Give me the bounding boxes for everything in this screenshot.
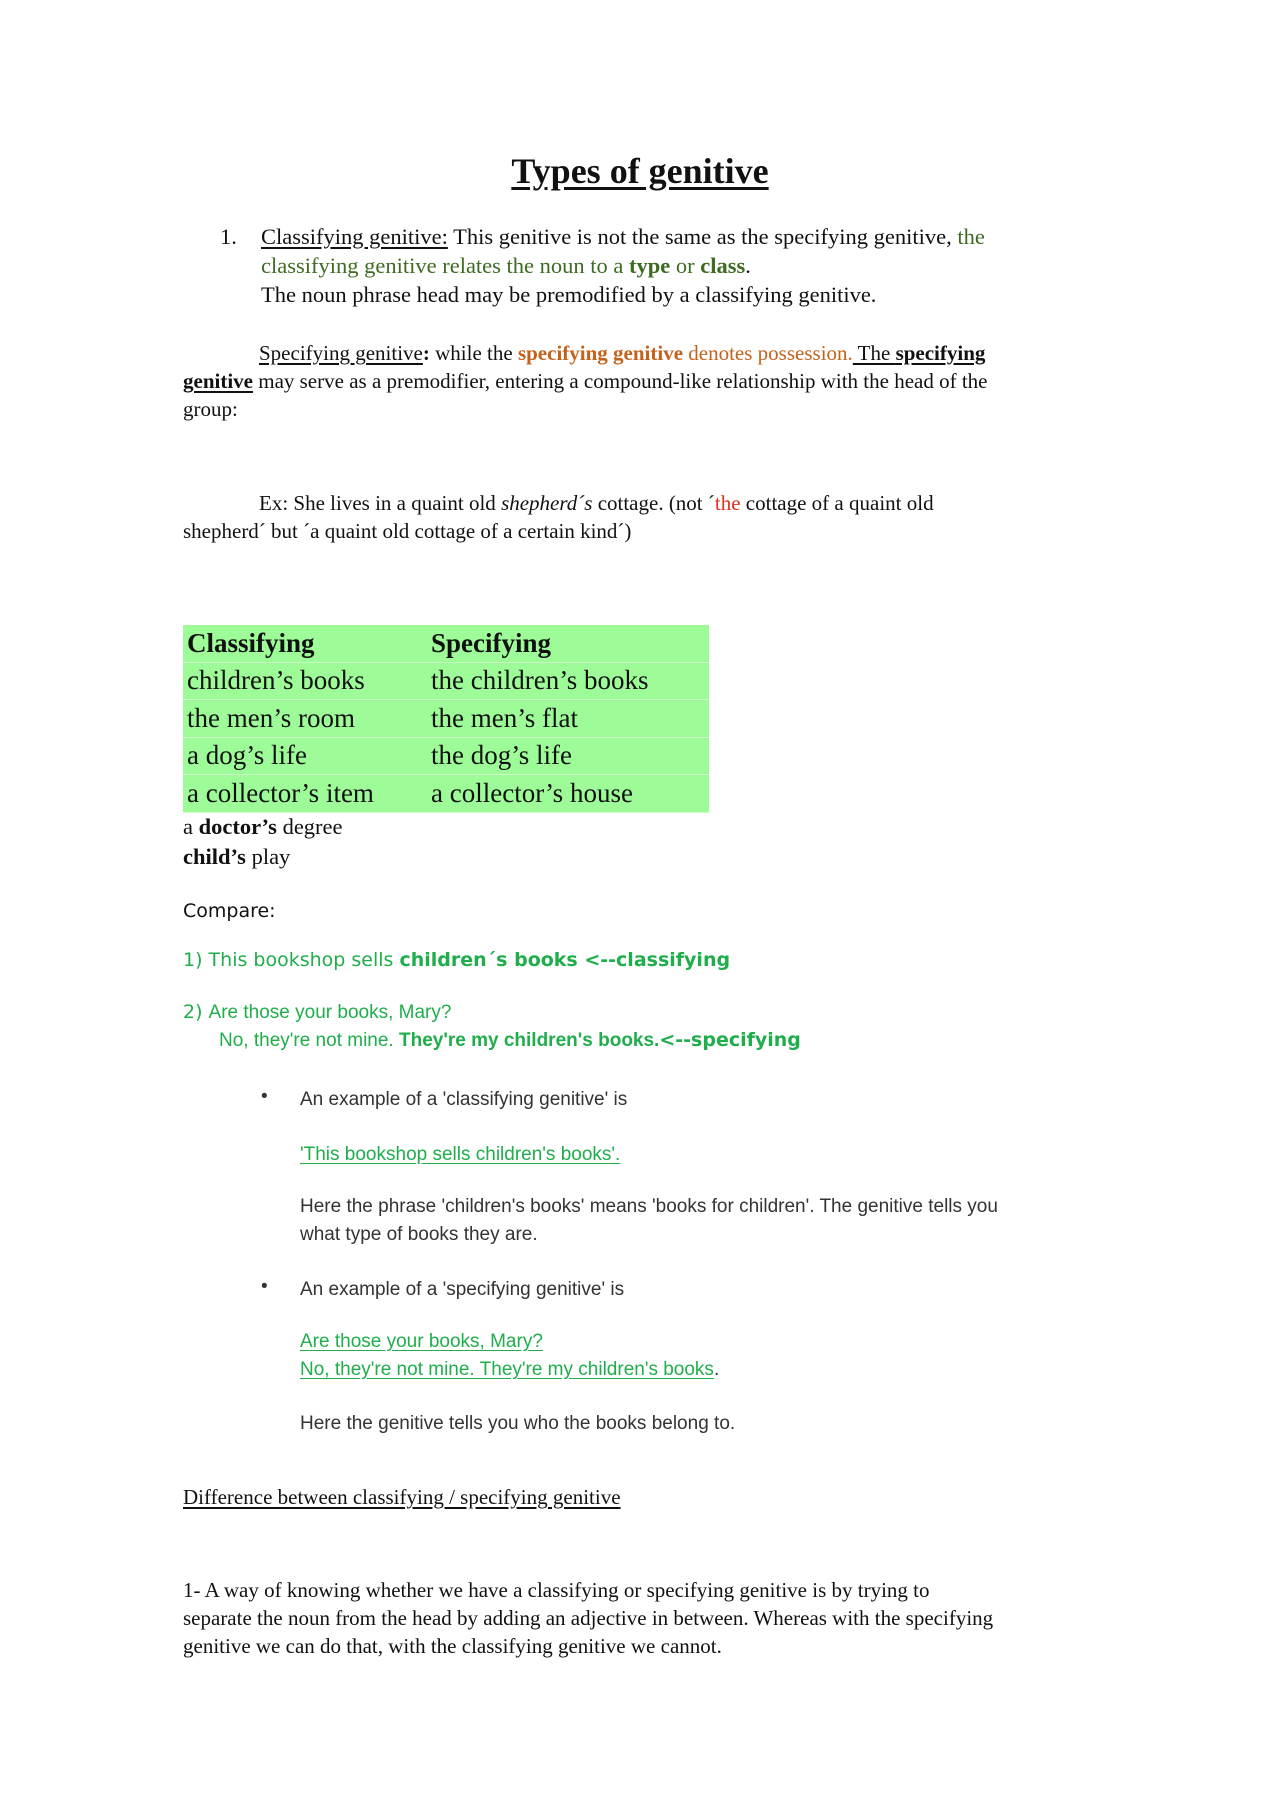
- bullet1-text: An example of a 'classifying genitive' is: [300, 1089, 628, 1110]
- table-cell: the dog’s life: [427, 738, 709, 776]
- table-row: [183, 663, 709, 701]
- type-word: type: [629, 253, 671, 278]
- bullet1-explanation-1: Here the phrase 'children's books' means 'books for children'. The genitive tells you: [300, 1196, 998, 1217]
- extra-a: a: [183, 814, 199, 839]
- item1-green-a: the: [957, 224, 985, 249]
- difference-paragraph-3: genitive we can do that, with the classifying genitive we cannot.: [183, 1634, 722, 1658]
- difference-paragraph-1: 1- A way of knowing whether we have a classifying or specifying genitive is by trying to: [183, 1578, 930, 1602]
- bullet2-example-link-1[interactable]: Are those your books, Mary?: [300, 1331, 543, 1352]
- page-title: Types of genitive: [511, 151, 769, 191]
- bullet2-explanation: Here the genitive tells you who the books belong to.: [300, 1413, 736, 1434]
- table-header-row: [183, 625, 709, 663]
- shepherd-word: shepherd´s: [501, 491, 593, 515]
- classifying-genitive-label: Classifying genitive:: [261, 224, 448, 249]
- difference-paragraph-2: separate the noun from the head by adding an adjective in between. Whereas with the specifying: [183, 1606, 994, 1630]
- difference-heading: Difference between classifying / specifying genitive: [183, 1485, 621, 1509]
- compare-two-num: 2): [183, 1001, 209, 1023]
- table-header-classifying: Classifying: [183, 625, 427, 663]
- specifying-colon: :: [422, 341, 430, 365]
- table-cell: a dog’s life: [183, 738, 427, 776]
- doctors-degree-line: [183, 812, 343, 841]
- class-word: class: [700, 253, 746, 278]
- compare-two-question: Are those your books, Mary?: [208, 1002, 452, 1023]
- genitive-table: [183, 625, 709, 813]
- table-row: [183, 700, 709, 738]
- denotes-possession: denotes possession.: [683, 341, 853, 365]
- specifying-line3: group:: [183, 397, 238, 421]
- example-text-b: cottage of a quaint old: [740, 491, 934, 515]
- table-row: [183, 738, 709, 776]
- bullet-icon: •: [261, 1086, 268, 1107]
- table-cell: children’s books: [183, 663, 427, 701]
- bullet1-explanation-2: what type of books they are.: [300, 1224, 538, 1245]
- compare-two-b: They're my children's books.: [399, 1030, 660, 1051]
- compare-one-a: 1) This bookshop sells: [183, 949, 400, 971]
- table-cell: the men’s room: [183, 700, 427, 738]
- compare-two-line2: [219, 1027, 801, 1054]
- specifying-line1: [259, 339, 985, 367]
- bullet2-example-link-2[interactable]: No, they're not mine. They're my children's books: [300, 1359, 714, 1380]
- specifying-genitive-term: specifying genitive: [517, 341, 684, 365]
- item1-line3: The noun phrase head may be premodified by a classifying genitive.: [261, 282, 877, 307]
- bullet1-example-link[interactable]: 'This bookshop sells children's books'.: [300, 1144, 621, 1165]
- or-word: or: [670, 253, 701, 278]
- table-row: [183, 775, 709, 813]
- compare-one-b: children´s books <--classifying: [399, 949, 731, 971]
- example-line2: shepherd´ but ´a quaint old cottage of a certain kind´): [183, 519, 632, 543]
- item1-green-b: classifying genitive relates the noun to a: [261, 253, 630, 278]
- table-cell: the men’s flat: [427, 700, 709, 738]
- table-cell: a collector’s item: [183, 775, 427, 813]
- example-lead: Ex: She lives in a quaint old: [259, 491, 502, 515]
- specifying-line2: [183, 367, 987, 395]
- specifying-word: specifying: [895, 341, 986, 365]
- item1-line1: [261, 222, 985, 251]
- specifying-text-a: while the: [429, 341, 518, 365]
- extra-c: degree: [276, 814, 343, 839]
- item1-period: .: [745, 253, 751, 278]
- compare-two-line1: [183, 999, 451, 1026]
- bullet2-text: An example of a 'specifying genitive' is: [300, 1279, 625, 1300]
- table-cell: the children’s books: [427, 663, 709, 701]
- item1-text-a: This genitive is not the same as the specifying genitive,: [447, 224, 958, 249]
- genitive-word: genitive: [183, 369, 253, 393]
- specifying-genitive-label: Specifying genitive: [259, 341, 423, 365]
- item1-line2: [261, 251, 751, 280]
- extra-play: play: [245, 844, 291, 869]
- table-header-specifying: Specifying: [427, 625, 709, 663]
- table-cell: a collector’s house: [427, 775, 709, 813]
- compare-one: [183, 947, 730, 974]
- example-text-a: cottage. (not ´: [592, 491, 715, 515]
- compare-two-a: No, they're not mine.: [219, 1030, 399, 1051]
- compare-label: Compare:: [183, 900, 276, 922]
- doctors-word: doctor’s: [198, 814, 277, 839]
- specifying-text-b: may serve as a premodifier, entering a compound-like relationship with the head of the: [252, 369, 988, 393]
- bullet-icon: •: [261, 1276, 268, 1297]
- bullet2-example-line-2: [300, 1356, 719, 1383]
- example-line1: [259, 489, 934, 517]
- list-number: 1.: [220, 224, 237, 249]
- childs-play-line: [183, 842, 290, 871]
- childs-word: child’s: [183, 844, 246, 869]
- the-red: the: [714, 491, 741, 515]
- compare-two-c: <--specifying: [659, 1029, 801, 1051]
- the-word: The: [852, 341, 896, 365]
- bullet2-period: .: [713, 1359, 720, 1380]
